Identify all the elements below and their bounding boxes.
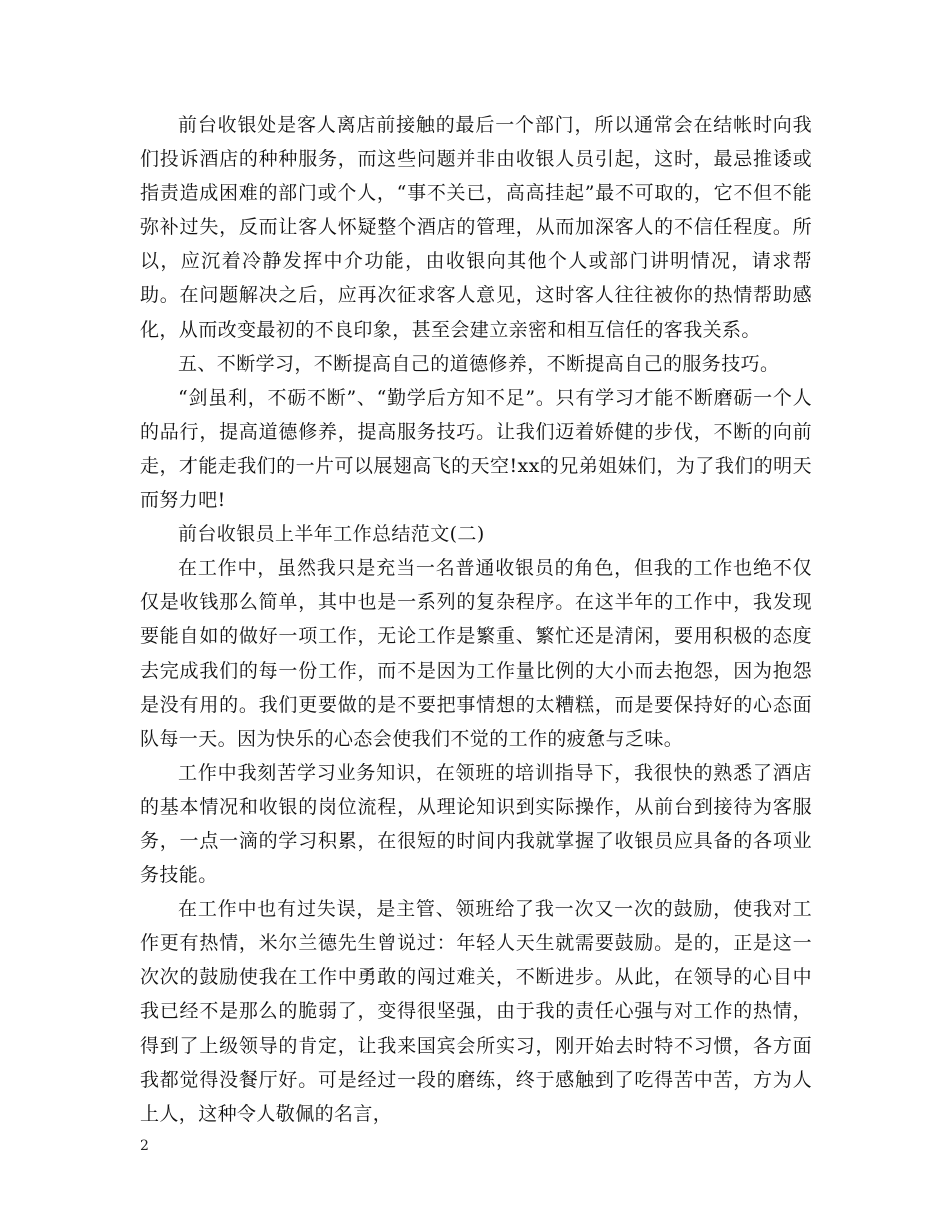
paragraph-complaint-handling: 前台收银处是客人离店前接触的最后一个部门，所以通常会在结帐时向我们投诉酒店的种种服务，而这些问题并非由收银人员引起，这时，最忌推诿或指责造成困难的部门或个人，“事不关已，高高挂起”最不可取的，它不但不能弥补过失，反而让客人怀疑整个酒店的管理，从而加深客人的不信任程度。所以，应沉着冷静发挥中介功能，由收银向其他个人或部门讲明情况，请求帮助。在问题解决之后，应再次征求客人意见，这时客人往往被你的热情帮助感化，从而改变最初的不良印象，甚至会建立亲密和相互信任的客我关系。 xyxy=(140,114,812,341)
paragraph-section-five-heading: 五、不断学习，不断提高自己的道德修养，不断提高自己的服务技巧。 xyxy=(178,352,780,375)
paragraph-study-skills: 工作中我刻苦学习业务知识，在领班的培训指导下，我很快的熟悉了酒店的基本情况和收银的岗位流程，从理论知识到实际操作，从前台到接待为客服务，一点一滴的学习积累，在很短的时间内我就掌握了收银员应具备的各项业务技能。 xyxy=(140,761,812,887)
document-body xyxy=(140,108,812,1131)
paragraph-keep-learning: “剑虽利，不砺不断”、“勤学后方知不足”。只有学习才能不断磨砺一个人的品行，提高道德修养，提高服务技巧。让我们迈着娇健的步伐，不断的向前走，才能走我们的一片可以展翅高飞的天空!xx的兄弟姐妹们，为了我们的明天而努力吧! xyxy=(140,386,812,512)
paragraph-encouragement: 在工作中也有过失误，是主管、领班给了我一次又一次的鼓励，使我对工作更有热情，米尔兰德先生曾说过：年轻人天生就需要鼓励。是的，正是这一次次的鼓励使我在工作中勇敢的闯过难关，不断进步。从此，在领导的心目中我已经不是那么的脆弱了，变得很坚强，由于我的责任心强与对工作的热情，得到了上级领导的肯定，让我来国宾会所实习，刚开始去时特不习惯，各方面我都觉得没餐厅好。可是经过一段的磨练，终于感触到了吃得苦中苦，方为人上人，这种令人敬佩的名言， xyxy=(140,898,812,1125)
paragraph-article-title: 前台收银员上半年工作总结范文(二) xyxy=(178,523,485,546)
page-number: 2 xyxy=(140,1138,149,1154)
paragraph-work-attitude: 在工作中，虽然我只是充当一名普通收银员的角色，但我的工作也绝不仅仅是收钱那么简单，其中也是一系列的复杂程序。在这半年的工作中，我发现要能自如的做好一项工作，无论工作是繁重、繁忙还是清闲，要用积极的态度去完成我们的每一份工作，而不是因为工作量比例的大小而去抱怨，因为抱怨是没有用的。我们更要做的是不要把事情想的太糟糕，而是要保持好的心态面队每一天。因为快乐的心态会使我们不觉的工作的疲惫与乏味。 xyxy=(140,557,812,750)
